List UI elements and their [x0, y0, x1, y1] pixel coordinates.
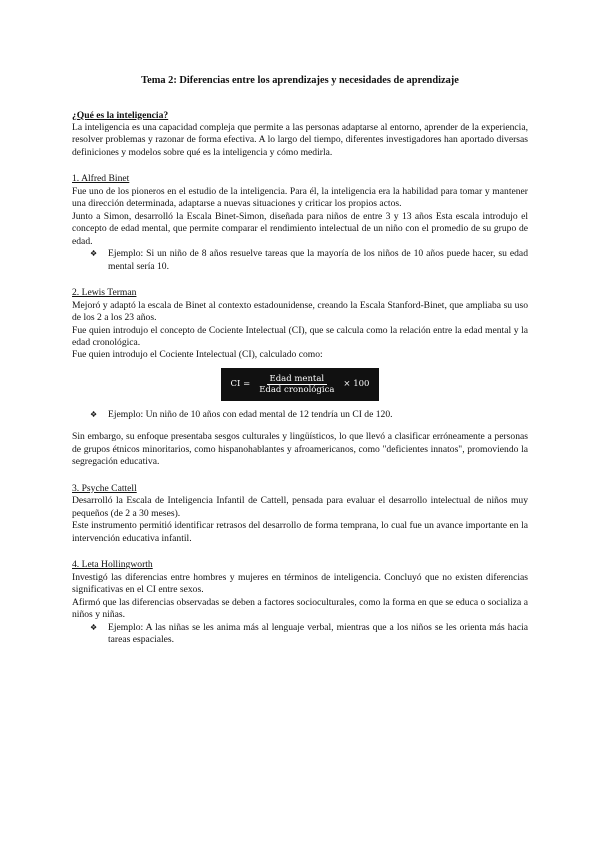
section-heading-binet: 1. Alfred Binet: [72, 173, 130, 185]
section-heading-cattell: 3. Psyche Cattell: [72, 482, 137, 494]
intro-heading: ¿Qué es la inteligencia?: [72, 109, 169, 121]
terman-paragraph-1: Mejoró y adaptó la escala de Binet al contexto estadounidense, creando la Escala Stanford-Binet, que ampliaba su uso de los 2 a los 23 años.: [72, 299, 528, 324]
section-heading-hollingworth: 4. Leta Hollingworth: [72, 559, 153, 571]
hollingworth-paragraph-2: Afirmó que las diferencias observadas se deben a factores socioculturales, como la forma en que se educa o socializa a niños y niñas.: [72, 596, 528, 621]
formula-numerator: Edad mental: [267, 374, 328, 385]
terman-paragraph-4: Sin embargo, su enfoque presentaba sesgos culturales y lingüísticos, lo que llevó a clasificar erróneamente a personas de grupos étnicos minoritarios, como hispanohablantes y afroamericanos, como "deficientes innatos", promoviendo la segregación educativa.: [72, 431, 528, 468]
iq-formula-image: [221, 368, 380, 401]
intro-text: La inteligencia es una capacidad compleja que permite a las personas adaptarse al entorno, aprender de la experiencia, resolver problemas y razonar de forma efectiva. A lo largo del tiempo, diferentes investigadores han aportado diversas definiciones y modelos sobre qué es la inteligencia y cómo medirla.: [72, 121, 528, 158]
hollingworth-paragraph-1: Investigó las diferencias entre hombres y mujeres en términos de inteligencia. Concluyó que no existen diferencias significativas en el CI entre sexos.: [72, 571, 528, 596]
cattell-paragraph-1: Desarrolló la Escala de Inteligencia Infantil de Cattell, pensada para evaluar el desarrollo intelectual de niños muy pequeños (de 2 a 30 meses).: [72, 495, 528, 519]
section-heading-terman: 2. Lewis Terman: [72, 287, 137, 299]
formula-fraction: [256, 374, 337, 395]
formula-denominator: Edad cronológica: [259, 384, 335, 395]
terman-paragraph-3: Fue quien introdujo el Cociente Intelectual (CI), calculado como:: [72, 349, 323, 361]
binet-bullet: [90, 248, 528, 273]
binet-bullet-text: Ejemplo: Si un niño de 8 años resuelve tareas que la mayoría de los niños de 10 años puede hacer, su edad mental sería 10.: [108, 248, 528, 272]
diamond-bullet-icon: ❖: [90, 622, 98, 632]
document-body: [72, 74, 528, 646]
page-title: Tema 2: Diferencias entre los aprendizajes y necesidades de aprendizaje: [141, 75, 459, 86]
formula-lhs: CI =: [230, 378, 251, 389]
iq-formula: [72, 368, 528, 401]
binet-paragraph-1: Fue uno de los pioneros en el estudio de la inteligencia. Para él, la inteligencia era la habilidad para tomar y mantener una dirección determinada, adaptarse a nuevas situaciones y criticar los propios actos.: [72, 185, 528, 210]
terman-paragraph-2: Fue quien introdujo el concepto de Cociente Intelectual (CI), que se calcula como la relación entre la edad mental y la edad cronológica.: [72, 324, 528, 349]
hollingworth-bullet-text: Ejemplo: A las niñas se les anima más al lenguaje verbal, mientras que a los niños se les orienta más hacia tareas espaciales.: [108, 621, 528, 645]
hollingworth-bullet: [90, 622, 528, 647]
binet-paragraph-2: Junto a Simon, desarrolló la Escala Binet-Simon, diseñada para niños de entre 3 y 13 años Esta escala introdujo el concepto de edad mental, que permite comparar el rendimiento intelectual de un niño con el promedio de su grupo de edad.: [72, 210, 528, 247]
cattell-paragraph-2: Este instrumento permitió identificar retrasos del desarrollo de forma temprana, lo cual fue un avance importante en la intervención educativa infantil.: [72, 520, 528, 544]
diamond-bullet-icon: ❖: [90, 249, 98, 259]
formula-rhs: × 100: [343, 378, 370, 389]
terman-bullet-text: Ejemplo: Un niño de 10 años con edad mental de 12 tendría un CI de 120.: [108, 408, 393, 420]
terman-bullet: [90, 409, 528, 421]
diamond-bullet-icon: ❖: [90, 409, 98, 419]
